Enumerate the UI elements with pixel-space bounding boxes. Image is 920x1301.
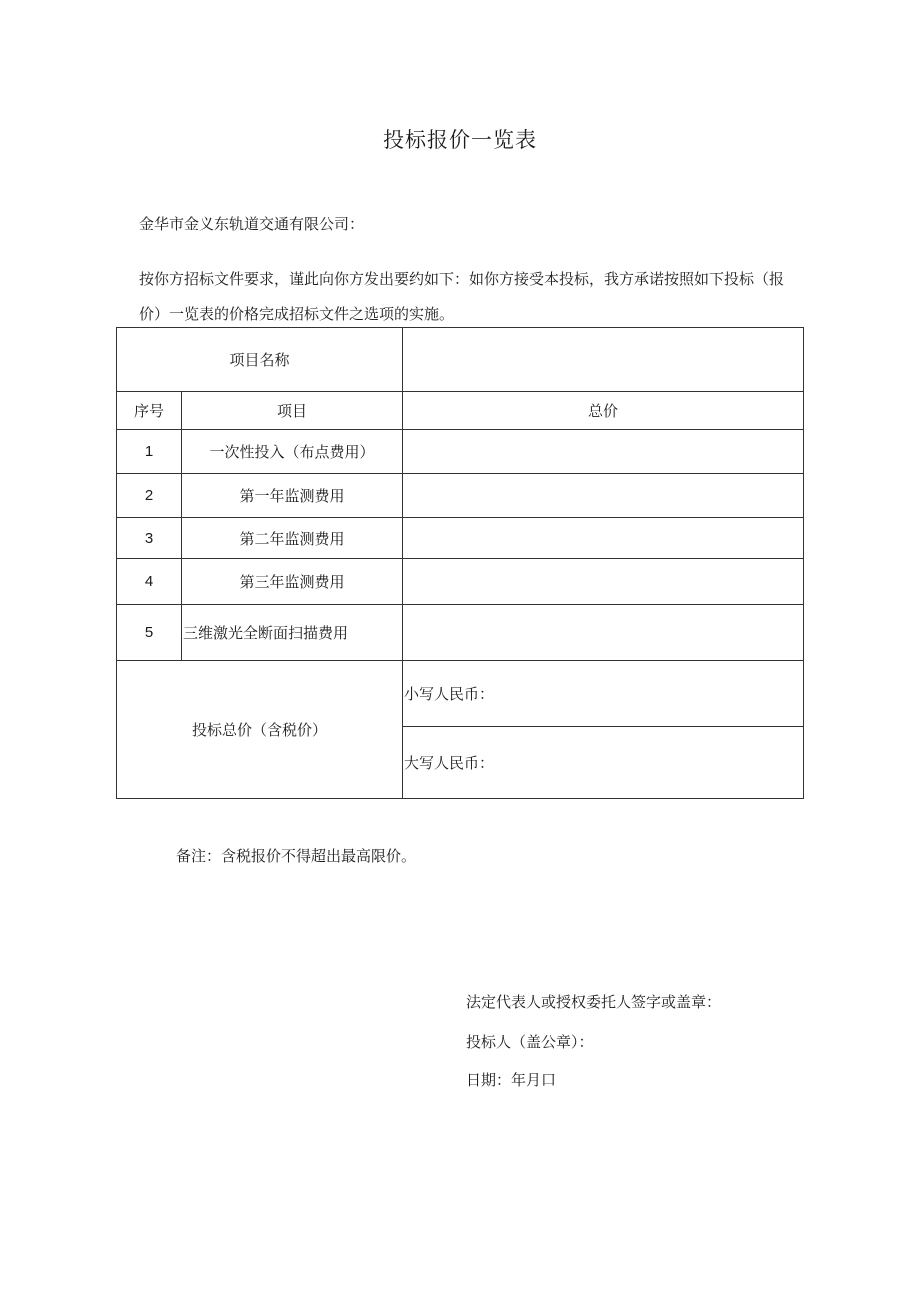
row-total — [403, 559, 804, 605]
header-row — [117, 392, 804, 430]
project-name-label: 项目名称 — [117, 328, 403, 392]
header-index: 序号 — [117, 392, 182, 430]
row-index: 2 — [117, 474, 182, 518]
row-index: 1 — [117, 430, 182, 474]
row-total — [403, 605, 804, 661]
table-row — [117, 605, 804, 661]
header-item: 项目 — [182, 392, 403, 430]
table-row — [117, 474, 804, 518]
date-line: 日期：年月口 — [466, 1071, 557, 1089]
row-index: 4 — [117, 559, 182, 605]
project-name-value — [403, 328, 804, 392]
row-item: 三维激光全断面扫描费用 — [182, 605, 403, 661]
row-total — [403, 430, 804, 474]
quote-table — [116, 327, 804, 799]
row-item: 一次性投入（布点费用） — [182, 430, 403, 474]
project-name-row — [117, 328, 804, 392]
row-total — [403, 518, 804, 559]
row-item: 第一年监测费用 — [182, 474, 403, 518]
total-row-lowercase — [117, 661, 804, 727]
bidder-seal-line: 投标人（盖公章）： — [466, 1033, 594, 1051]
uppercase-rmb-field: 大写人民币： — [403, 727, 804, 799]
table-row — [117, 518, 804, 559]
salutation: 金华市金义东轨道交通有限公司： — [139, 215, 365, 233]
total-label: 投标总价（含税价） — [117, 661, 403, 799]
row-item: 第三年监测费用 — [182, 559, 403, 605]
representative-signature-line: 法定代表人或授权委托人签字或盖章： — [466, 993, 722, 1011]
row-total — [403, 474, 804, 518]
remark-note: 备注：含税报价不得超出最高限价。 — [176, 847, 417, 865]
intro-line-1: 按你方招标文件要求，谨此向你方发出要约如下：如你方接受本投标，我方承诺按照如下投标（报 — [139, 270, 785, 288]
intro-line-2: 价）一览表的价格完成招标文件之选项的实施。 — [139, 305, 455, 323]
lowercase-rmb-field: 小写人民币： — [403, 661, 804, 727]
table-row — [117, 559, 804, 605]
header-total: 总价 — [403, 392, 804, 430]
document-title: 投标报价一览表 — [383, 128, 537, 152]
row-item: 第二年监测费用 — [182, 518, 403, 559]
row-index: 5 — [117, 605, 182, 661]
row-index: 3 — [117, 518, 182, 559]
table-row — [117, 430, 804, 474]
